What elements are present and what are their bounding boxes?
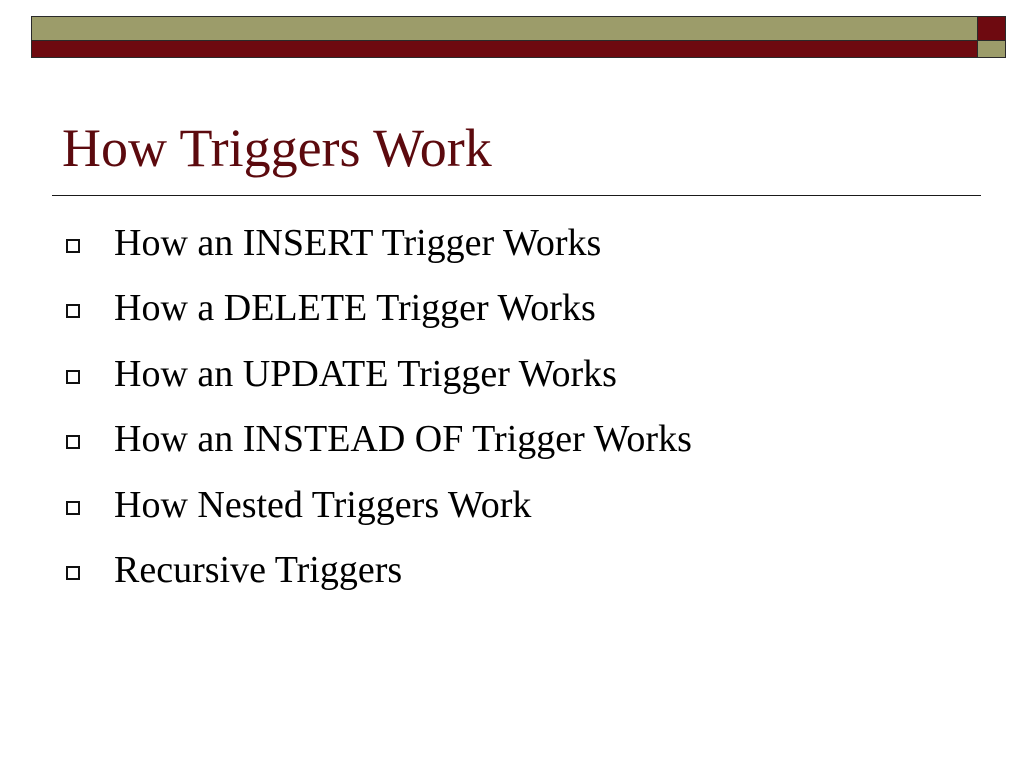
- bullet-text: How an INSERT Trigger Works: [114, 221, 602, 264]
- hollow-square-icon: [66, 304, 80, 318]
- hollow-square-icon: [66, 566, 80, 580]
- bullet-item: [66, 341, 692, 407]
- bullet-item: [66, 472, 692, 538]
- bullet-list: [66, 210, 692, 603]
- bullet-text: How an INSTEAD OF Trigger Works: [114, 418, 692, 461]
- banner-olive-band: [31, 16, 978, 41]
- slide-title: How Triggers Work: [62, 118, 492, 178]
- bullet-text: How a DELETE Trigger Works: [114, 287, 596, 330]
- banner-olive-square: [978, 41, 1006, 58]
- bullet-text: How Nested Triggers Work: [114, 483, 532, 526]
- bullet-text: How an UPDATE Trigger Works: [114, 352, 617, 395]
- hollow-square-icon: [66, 239, 80, 253]
- bullet-item: [66, 407, 692, 473]
- bullet-text: Recursive Triggers: [114, 549, 403, 592]
- banner-maroon-square: [978, 16, 1006, 41]
- title-divider: [52, 195, 981, 196]
- bullet-item: [66, 276, 692, 342]
- hollow-square-icon: [66, 370, 80, 384]
- hollow-square-icon: [66, 501, 80, 515]
- banner-maroon-band: [31, 41, 978, 58]
- bullet-item: [66, 210, 692, 276]
- bullet-item: [66, 538, 692, 604]
- header-banner: [31, 16, 1006, 59]
- hollow-square-icon: [66, 435, 80, 449]
